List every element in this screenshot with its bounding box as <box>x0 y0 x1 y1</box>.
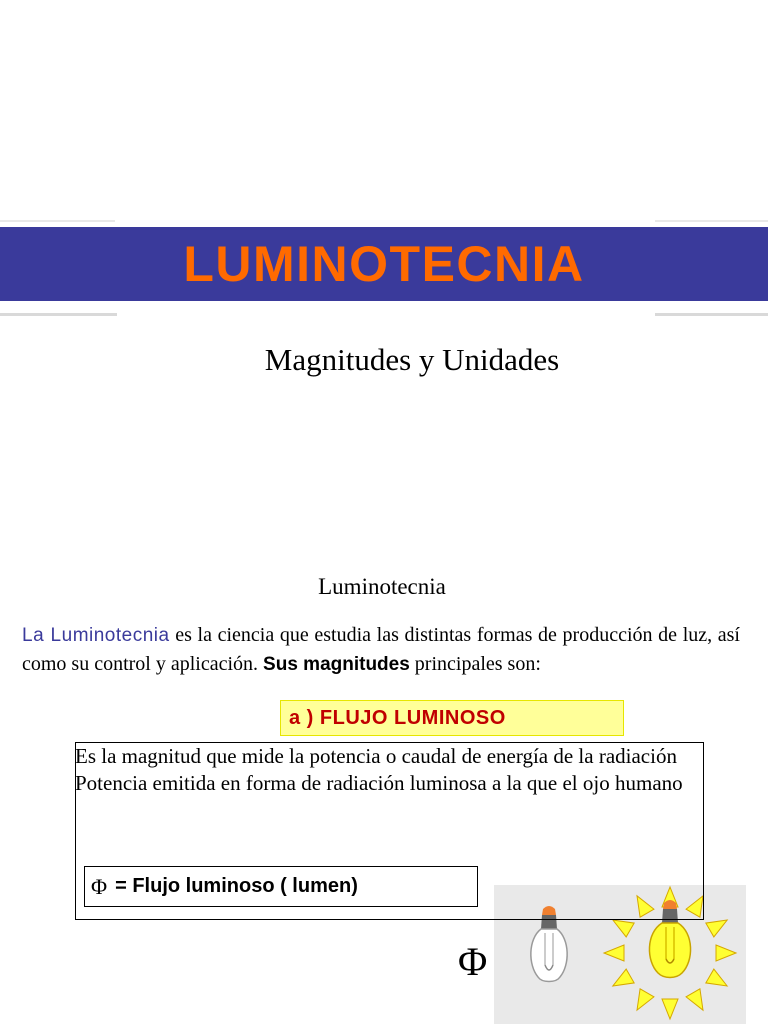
bottom-divider-right <box>655 313 768 316</box>
subtitle: Magnitudes y Unidades <box>264 342 560 377</box>
top-divider-gap <box>115 220 655 222</box>
bottom-divider-left <box>0 313 117 316</box>
page-title: LUMINOTECNIA <box>183 236 585 292</box>
intro-paragraph <box>22 621 740 679</box>
formula-box <box>84 866 478 907</box>
intro-text-1: es la ciencia que estudia las distintas formas de producción de luz, así como su control y aplicación. <box>22 624 740 675</box>
formula-text: = Flujo luminoso ( lumen) <box>115 875 358 897</box>
definition-line-2: Potencia emitida en forma de radiación luminosa a la que el ojo humano <box>75 771 683 795</box>
intro-text-2: principales son: <box>409 653 541 675</box>
definition-line-1: Es la magnitud que mide la potencia o caudal de energía de la radiación <box>75 744 677 768</box>
section-heading: Luminotecnia <box>318 574 446 599</box>
phi-figure-symbol: Φ <box>458 939 488 984</box>
intro-bold: Sus magnitudes <box>263 654 410 675</box>
intro-term: La Luminotecnia <box>22 625 170 646</box>
magnitude-highlight <box>280 700 624 736</box>
phi-symbol: Φ <box>91 873 108 899</box>
title-banner <box>0 227 768 301</box>
magnitude-label: a ) FLUJO LUMINOSO <box>289 706 506 729</box>
